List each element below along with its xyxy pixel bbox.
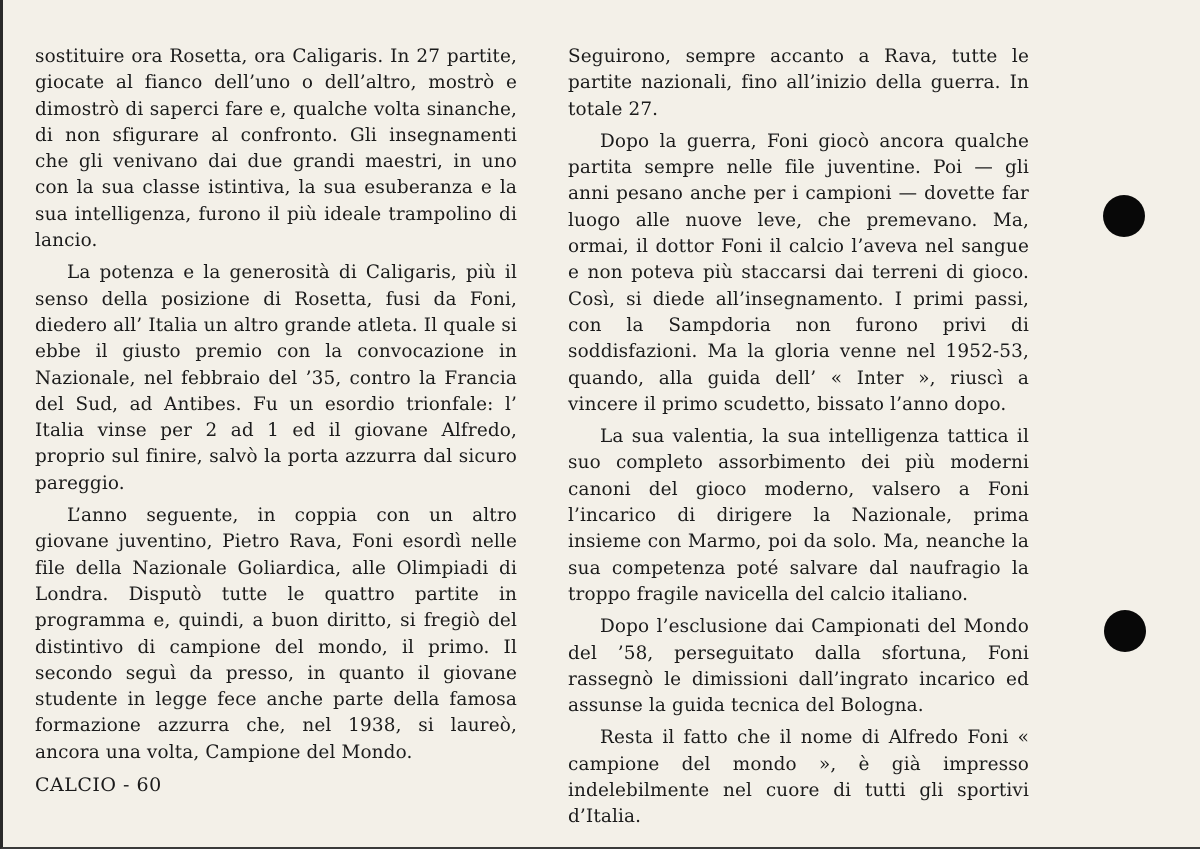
card-label: CALCIO - 60 — [35, 774, 162, 796]
right-paragraph-1: Seguirono, sempre accanto a Rava, tutte le partite nazionali, fino all’inizio della guerra. In totale 27. — [568, 46, 1029, 120]
right-paragraph-5: Resta il fatto che il nome di Alfredo Foni « campione del mondo », è già impresso indelebilmente nel cuore di tutti gli sportivi d’Italia. — [568, 727, 1029, 828]
punch-hole-top — [1103, 195, 1145, 237]
left-paragraph-1: sostituire ora Rosetta, ora Caligaris. In 27 partite, giocate al fianco dell’uno o dell’altro, mostrò e dimostrò di saperci fare e, qualche volta sinanche, di non sfigurare al confronto. Gli insegnamenti che gli venivano dai due grandi maestri, in uno con la sua classe istintiva, la sua esuberanza e la sua intelligenza, furono il più ideale trampolino di lancio. — [35, 46, 517, 252]
left-column — [35, 44, 517, 772]
right-paragraph-3: La sua valentia, la sua intelligenza tattica il suo completo assorbimento dei più moderni canoni del gioco moderno, valsero a Foni l’incarico di dirigere la Nazionale, prima insieme con Marmo, poi da solo. Ma, neanche la sua competenza poté salvare dal naufragio la troppo fragile navicella del calcio italiano. — [568, 426, 1029, 605]
right-column — [568, 44, 1029, 837]
punch-hole-bottom — [1104, 610, 1146, 652]
left-paragraph-2: La potenza e la generosità di Caligaris, più il senso della posizione di Rosetta, fusi da Foni, diedero all’ Italia un altro grande atleta. Il quale si ebbe il giusto premio con la convocazione in Nazionale, nel febbraio del ’35, contro la Francia del Sud, ad Antibes. Fu un esordio trionfale: l’ Italia vinse per 2 ad 1 ed il giovane Alfredo, proprio sul finire, salvò la porta azzurra dal sicuro pareggio. — [35, 262, 517, 494]
right-paragraph-2: Dopo la guerra, Foni giocò ancora qualche partita sempre nelle file juventine. Poi — gli anni pesano anche per i campioni — dovette far luogo alle nuove leve, che premevano. Ma, ormai, il dottor Foni il calcio l’aveva nel sangue e non poteva più staccarsi dai terreni di gioco. Così, si diede all’insegnamento. I primi passi, con la Sampdoria non furono privi di soddisfazioni. Ma la gloria venne nel 1952-53, quando, alla guida dell’ « Inter », riuscì a vincere il primo scudetto, bissato l’anno dopo. — [568, 130, 1029, 415]
right-paragraph-4: Dopo l’esclusione dai Campionati del Mondo del ’58, perseguitato dalla sfortuna, Foni rassegnò le dimissioni dall’ingrato incarico ed assunse la guida tecnica del Bologna. — [568, 616, 1029, 717]
left-paragraph-3: L’anno seguente, in coppia con un altro giovane juventino, Pietro Rava, Foni esordì nelle file della Nazionale Goliardica, alle Olimpiadi di Londra. Disputò tutte le quattro partite in programma e, quindi, a buon diritto, si fregiò del distintivo di campione del mondo, il primo. Il secondo seguì da presso, in quanto il giovane studente in legge fece anche parte della famosa formazione azzurra che, nel 1938, si laureò, ancora una volta, Campione del Mondo. — [35, 505, 517, 763]
